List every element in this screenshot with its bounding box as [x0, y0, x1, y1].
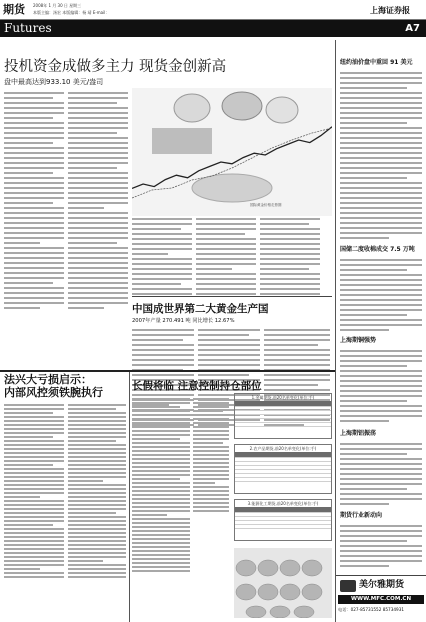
paper-name: 上海证券报: [370, 5, 410, 15]
mfc-phone: 电话：027-85731552 85734931: [338, 607, 405, 612]
table-agri-positions: [234, 444, 332, 494]
right-column-divider: [335, 40, 336, 622]
editor-line: 本版主编：汤宏 本版编辑：杨 靖 E-mail：: [33, 10, 110, 15]
lead-body-col3: [132, 218, 192, 298]
lead-body-col4: [196, 218, 256, 298]
mfc-logo-icon: [340, 580, 356, 592]
table-metal-positions: [234, 393, 332, 439]
gold-chart-svg: [132, 88, 332, 216]
table-energy-positions: [234, 499, 332, 541]
section-bar: [0, 20, 426, 37]
table-row: [235, 528, 331, 532]
bottom-section-rule: [0, 370, 335, 372]
left-story-body-col1: [4, 404, 64, 580]
right-story2-title: 国储二度收棉成交 7.5 万吨: [340, 246, 415, 253]
right-story3-title: 上海期铜强势: [340, 337, 377, 344]
table1-title: 1.金属期货,前20名单变化(单位:手): [251, 395, 315, 400]
right-story4-title: 上海期铝振荡: [340, 430, 377, 437]
gold-coin-middle: [222, 92, 262, 120]
industrial-photo: [234, 548, 332, 618]
right-story5-title: 期货行业新动向: [340, 512, 383, 519]
left-story-body-col2: [68, 404, 126, 580]
gold-bars: [152, 128, 212, 154]
table-row: [235, 426, 331, 430]
right-story3-body: [340, 350, 422, 425]
feature-subhead: 2007年产量 270.491 吨 同比增长 12.67%: [132, 318, 235, 324]
lead-body-col1: [4, 92, 64, 312]
mfc-ad: [336, 575, 426, 622]
feature-headline: 中国成世界第二大黄金生产国: [132, 303, 269, 315]
left-story-headline-2: 内部风控须铁腕执行: [4, 386, 103, 399]
feature-rule: [132, 296, 332, 297]
table-row: [235, 481, 331, 485]
right-story4-body: [340, 443, 422, 508]
lead-body-col2: [68, 92, 128, 312]
right-story1-body: [340, 72, 422, 242]
page-number: A7: [405, 23, 420, 34]
gold-photo-collage: [132, 88, 332, 216]
gold-coin-right: [266, 97, 298, 123]
bottom-center-divider: [129, 372, 130, 622]
left-story-headline-1: 法兴大亏损启示：: [4, 373, 92, 386]
center-body-col1: [132, 398, 190, 574]
gold-coin-left: [174, 94, 210, 122]
lead-subhead: 盘中最高达到933.10 美元/盎司: [4, 78, 104, 86]
right-story5-body: [340, 525, 422, 570]
mfc-website: WWW.MFC.COM.CN: [338, 595, 424, 604]
mfc-brand: 美尔雅期货: [359, 580, 405, 590]
issue-date: 2008年 1 月 30 日 星期三: [33, 3, 82, 8]
photo-caption: 国际黄金价格走势图: [250, 203, 282, 207]
right-story1-title: 纽约油价盘中重回 91 美元: [340, 59, 413, 66]
table2-title: 2.农产品期货,前20名单变化(单位:手): [249, 446, 317, 451]
center-headline: 长假将临 注意控制持仓部位: [132, 380, 262, 392]
center-body-col2: [193, 398, 229, 514]
right-story2-body: [340, 259, 422, 334]
gold-coin-pile: [192, 174, 272, 202]
lead-headline: 投机资金成做多主力 现货金创新高: [4, 59, 227, 75]
table3-title: 3.能源化工期货,前20名单变化(单位:手): [247, 501, 319, 506]
section-label: 期货: [3, 3, 25, 16]
lead-body-col5: [260, 218, 320, 298]
section-title-en: Futures: [4, 21, 52, 35]
